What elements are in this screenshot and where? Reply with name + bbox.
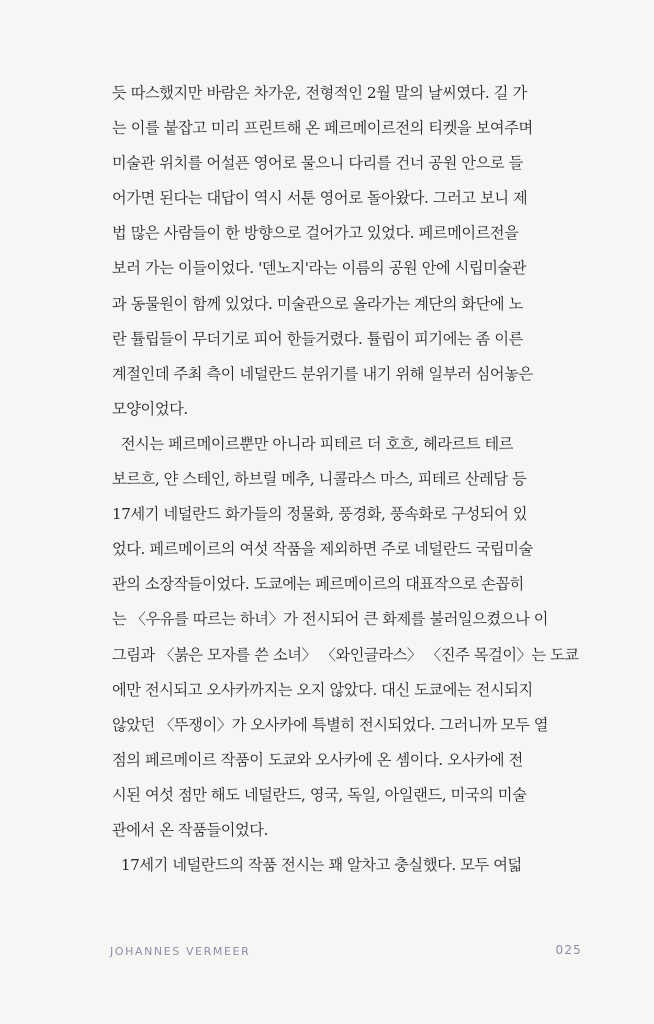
text-line: 미술관 위치를 어설픈 영어로 물으니 다리를 건너 공원 안으로 들 — [112, 154, 523, 173]
text-line: 관의 소장작들이었다. 도쿄에는 페르메이르의 대표작으로 손꼽히 — [112, 575, 524, 594]
text-line: 전시는 페르메이르뿐만 아니라 피테르 더 호흐, 헤라르트 테르 — [112, 434, 514, 453]
text-line: 보르흐, 얀 스테인, 하브릴 메추, 니콜라스 마스, 피테르 산레담 등 — [112, 470, 527, 489]
text-line: 그림과 〈붉은 모자를 쓴 소녀〉 〈와인글라스〉 〈진주 목걸이〉는 도쿄 — [112, 645, 579, 664]
page-number: 025 — [555, 943, 582, 957]
running-title: JOHANNES VERMEER — [110, 945, 251, 958]
text-line: 란 튤립들이 무더기로 피어 한들거렸다. 튤립이 피기에는 좀 이른 — [112, 329, 523, 348]
text-line: 관에서 온 작품들이었다. — [112, 820, 268, 839]
text-line: 듯 따스했지만 바람은 차가운, 전형적인 2월 말의 날씨였다. 길 가 — [112, 84, 527, 102]
text-line: 에만 전시되고 오사카까지는 오지 않았다. 대신 도쿄에는 전시되지 — [112, 680, 533, 699]
body-text — [112, 76, 596, 883]
text-line: 보러 가는 이들이었다. '덴노지'라는 이름의 공원 안에 시립미술관 — [112, 259, 527, 278]
text-line: 는 〈우유를 따르는 하녀〉가 전시되어 큰 화제를 불러일으켰으나 이 — [112, 610, 549, 629]
text-line: 었다. 페르메이르의 여섯 작품을 제외하면 주로 네덜란드 국립미술 — [112, 540, 533, 559]
text-line: 17세기 네덜란드 화가들의 정물화, 풍경화, 풍속화로 구성되어 있 — [112, 505, 528, 524]
text-line: 과 동물원이 함께 있었다. 미술관으로 올라가는 계단의 화단에 노 — [112, 294, 523, 313]
text-line: 17세기 네덜란드의 작품 전시는 꽤 알차고 충실했다. 모두 여덟 — [112, 856, 522, 875]
text-line: 어가면 된다는 대답이 역시 서툰 영어로 돌아왔다. 그러고 보니 제 — [112, 189, 528, 208]
text-line: 모양이었다. — [112, 399, 188, 418]
text-line: 시된 여섯 점만 해도 네덜란드, 영국, 독일, 아일랜드, 미국의 미술 — [112, 785, 527, 804]
text-line: 계절인데 주최 측이 네덜란드 분위기를 내기 위해 일부러 심어놓은 — [112, 364, 533, 383]
text-line: 않았던 〈뚜쟁이〉가 오사카에 특별히 전시되었다. 그러니까 모두 열 — [112, 715, 549, 734]
text-line: 점의 페르메이르 작품이 도쿄와 오사카에 온 셈이다. 오사카에 전 — [112, 750, 523, 769]
text-line: 는 이를 붙잡고 미리 프린트해 온 페르메이르전의 티켓을 보여주며 — [112, 119, 533, 138]
text-line: 법 많은 사람들이 한 방향으로 걸어가고 있었다. 페르메이르전을 — [112, 224, 519, 243]
